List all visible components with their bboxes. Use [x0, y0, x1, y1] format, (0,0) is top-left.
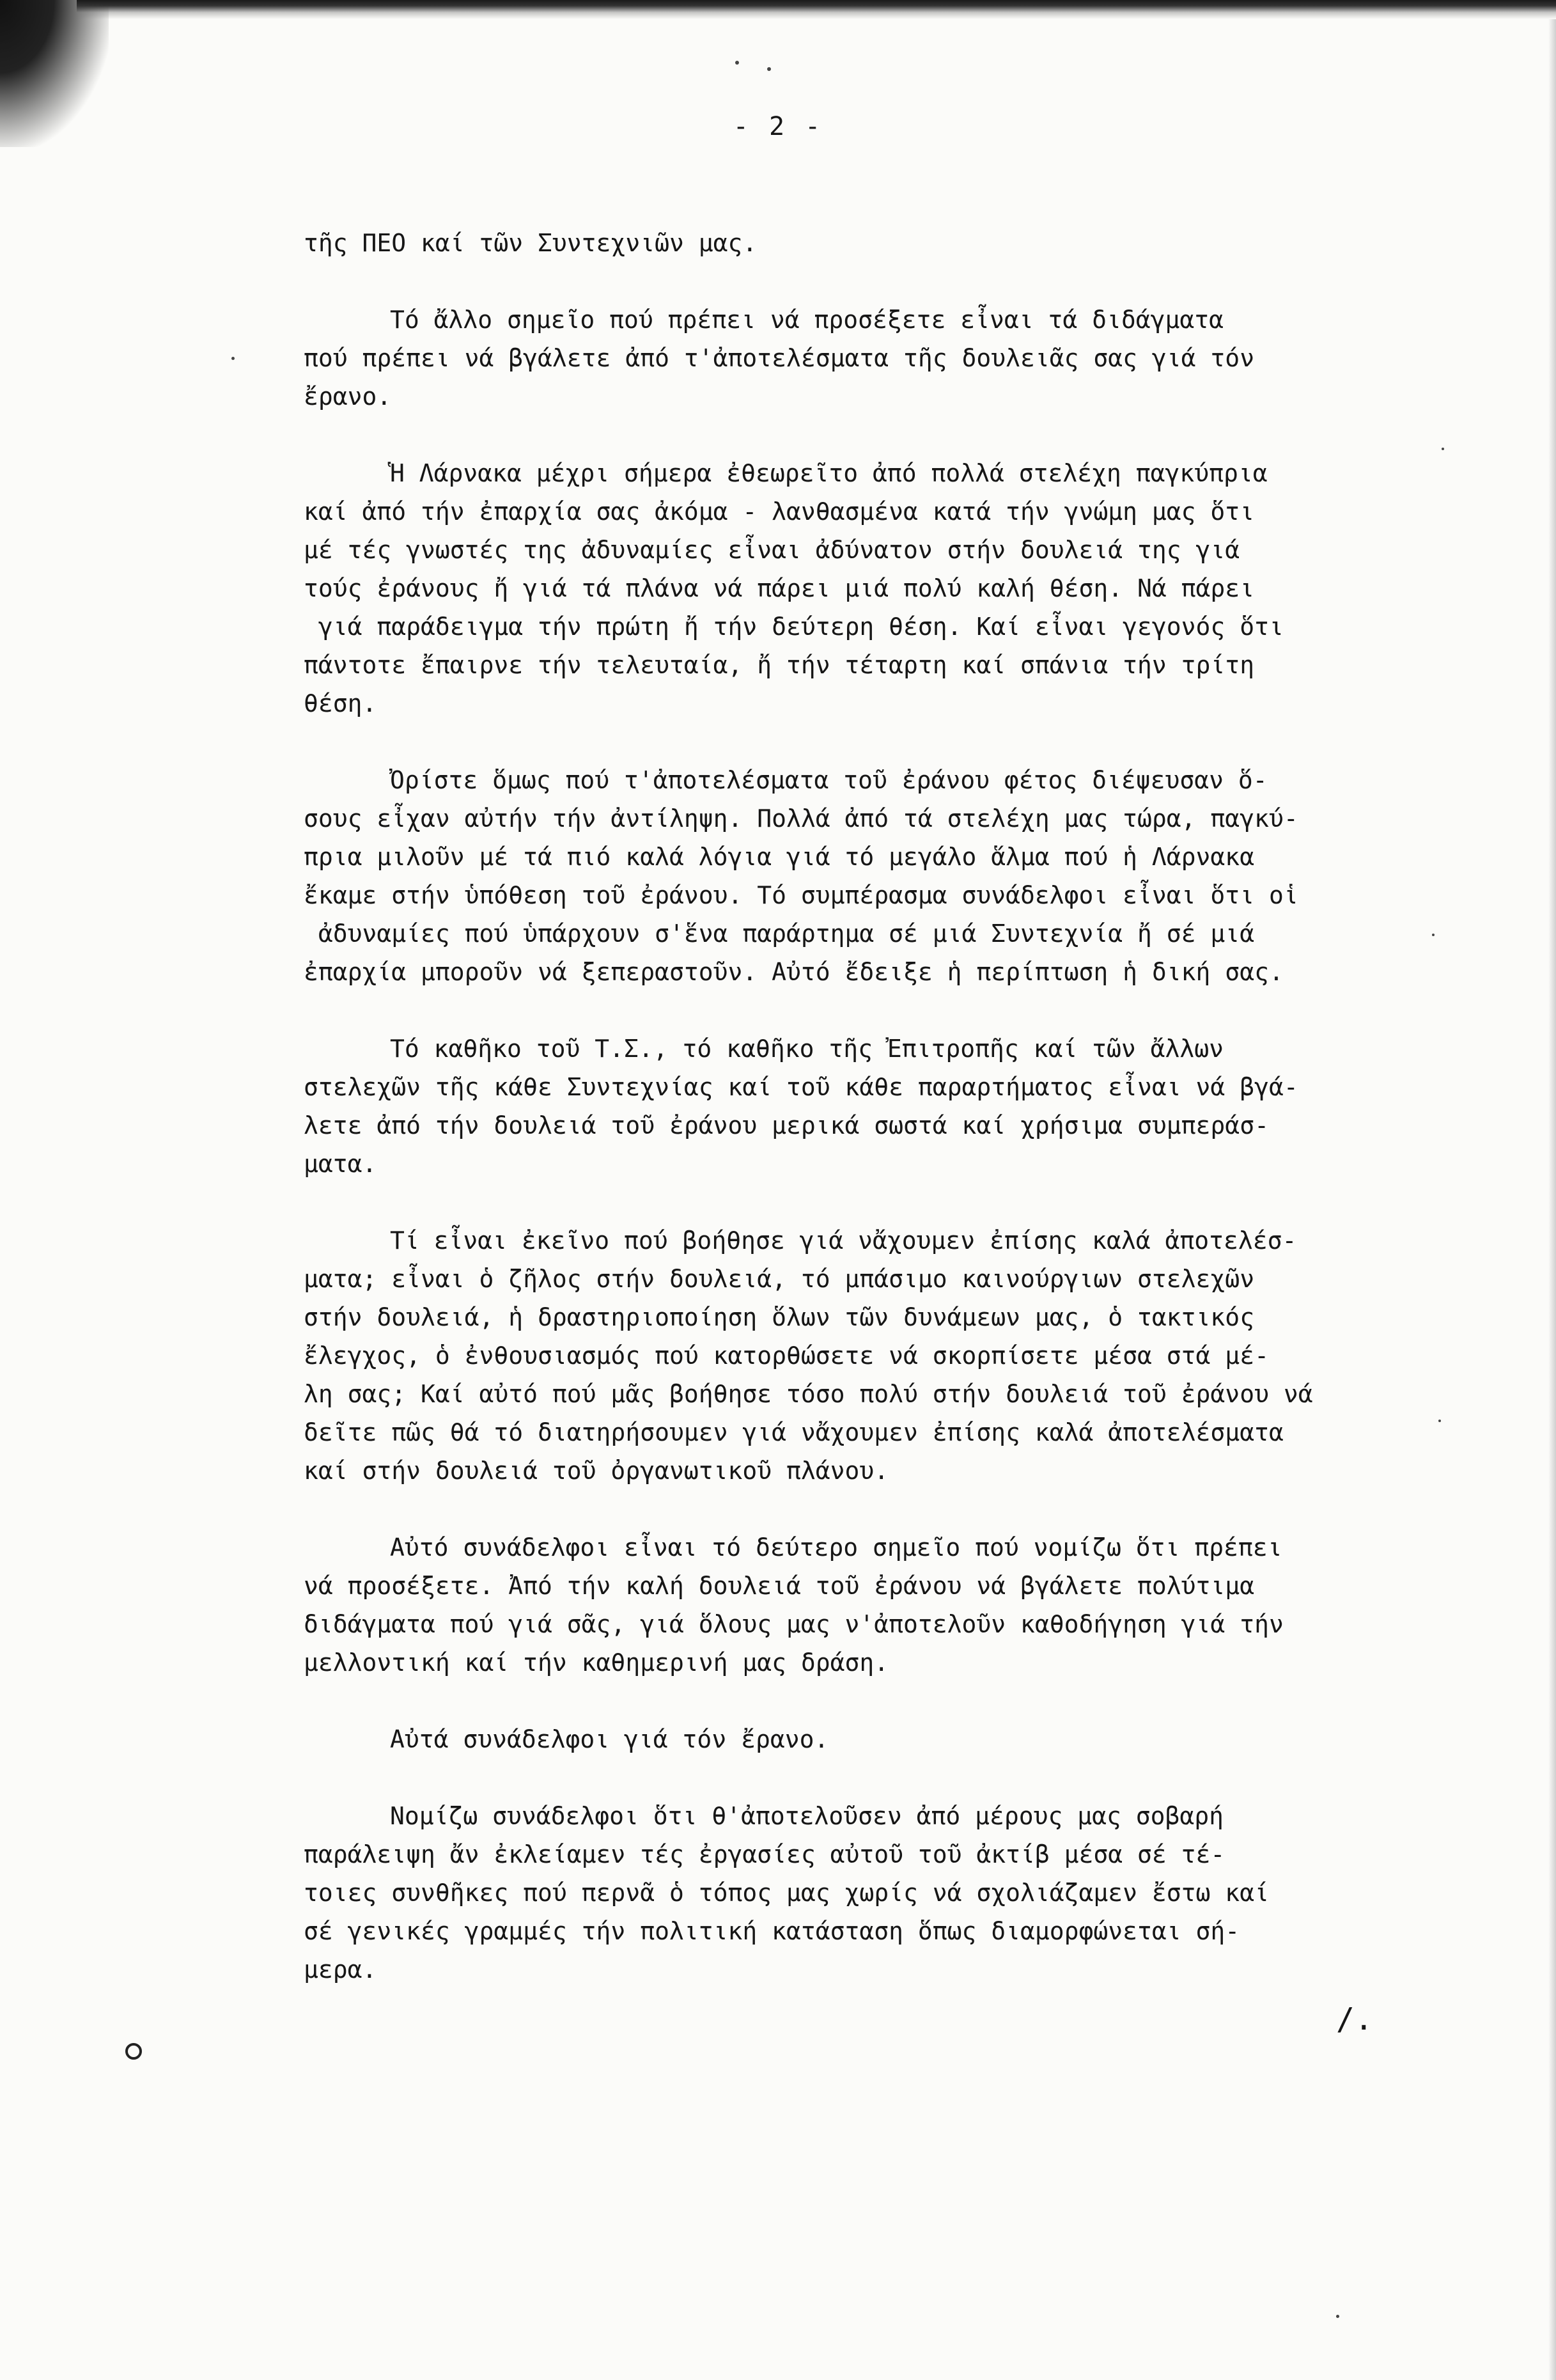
scan-speck [231, 357, 235, 360]
scan-shadow-right [1548, 19, 1556, 2380]
text-line: σους εἶχαν αὐτήν τήν ἀντίληψη. Πολλά ἀπό τά στελέχη μας τώρα, παγκύ- [304, 804, 1298, 833]
text-line: μέ τές γνωστές της ἀδυναμίες εἶναι ἀδύνατον στήν δουλειά της γιά [304, 536, 1240, 564]
text-line: τούς ἐράνους ἤ γιά τά πλάνα νά πάρει μιά πολύ καλή θέση. Νά πάρει [304, 574, 1255, 602]
text-line: Νομίζω συνάδελφοι ὅτι θ'ἀποτελοῦσεν ἀπό μέρους μας σοβαρή [390, 1802, 1224, 1830]
paragraph [304, 301, 1461, 416]
text-line: Ἡ Λάρνακα μέχρι σήμερα ἐθεωρεῖτο ἀπό πολλά στελέχη παγκύπρια [390, 459, 1268, 487]
text-line: μερα. [304, 1955, 377, 1984]
paragraph [304, 1221, 1461, 1490]
text-line: Αὐτό συνάδελφοι εἶναι τό δεύτερο σημεῖο πού νομίζω ὅτι πρέπει [390, 1533, 1282, 1562]
text-line: ματα; εἶναι ὁ ζῆλος στήν δουλειά, τό μπάσιμο καινούργιων στελεχῶν [304, 1265, 1255, 1293]
text-line: τοιες συνθῆκες πού περνᾶ ὁ τόπος μας χωρίς νά σχολιάζαμεν ἔστω καί [304, 1879, 1269, 1907]
text-line: ἔκαμε στήν ὑπόθεση τοῦ ἐράνου. Τό συμπέρασμα συνάδελφοι εἶναι ὅτι οἱ [304, 881, 1298, 909]
text-line: Τί εἶναι ἐκεῖνο πού βοήθησε γιά νἄχουμεν ἐπίσης καλά ἀποτελέσ- [390, 1226, 1297, 1255]
text-line: διδάγματα πού γιά σᾶς, γιά ὅλους μας ν'ἀποτελοῦν καθοδήγηση γιά τήν [304, 1610, 1284, 1638]
text-line: Τό καθῆκο τοῦ Τ.Σ., τό καθῆκο τῆς Ἐπιτροπῆς καί τῶν ἄλλων [390, 1035, 1224, 1063]
text-line: νά προσέξετε. Ἀπό τήν καλή δουλειά τοῦ ἐράνου νά βγάλετε πολύτιμα [304, 1572, 1255, 1600]
text-line: σέ γενικές γραμμές τήν πολιτική κατάσταση ὅπως διαμορφώνεται σή- [304, 1917, 1240, 1945]
text-line: στελεχῶν τῆς κάθε Συντεχνίας καί τοῦ κάθε παραρτήματος εἶναι νά βγά- [304, 1073, 1298, 1101]
paragraph [304, 1528, 1461, 1682]
paragraph [304, 761, 1461, 991]
text-line: ματα. [304, 1150, 377, 1178]
continuation-mark: /. [1336, 2001, 1373, 2037]
paragraph [304, 454, 1461, 723]
scan-shadow-top [77, 0, 1556, 19]
text-line: δεῖτε πῶς θά τό διατηρήσουμεν γιά νἄχουμεν ἐπίσης καλά ἀποτελέσματα [304, 1418, 1284, 1446]
paragraph [304, 224, 1461, 262]
scan-speck [1336, 2315, 1339, 2318]
text-line: λετε ἀπό τήν δουλειά τοῦ ἐράνου μερικά σωστά καί χρήσιμα συμπεράσ- [304, 1111, 1269, 1139]
page-number: - 2 - [733, 112, 823, 141]
text-line: Ὀρίστε ὅμως πού τ'ἀποτελέσματα τοῦ ἐράνου φέτος διέψευσαν ὅ- [390, 766, 1268, 794]
paragraph [304, 1030, 1461, 1183]
text-line: Τό ἄλλο σημεῖο πού πρέπει νά προσέξετε εἶναι τά διδάγματα [390, 306, 1224, 334]
text-line: λη σας; Καί αὐτό πού μᾶς βοήθησε τόσο πολύ στήν δουλειά τοῦ ἐράνου νά [304, 1380, 1313, 1408]
document-body [304, 224, 1461, 2027]
text-line: ἔρανο. [304, 382, 392, 411]
text-line: θέση. [304, 689, 377, 717]
text-line: καί ἀπό τήν ἐπαρχία σας ἀκόμα - λανθασμένα κατά τήν γνώμη μας ὅτι [304, 497, 1255, 526]
text-line: καί στήν δουλειά τοῦ ὀργανωτικοῦ πλάνου. [304, 1457, 889, 1485]
text-line: στήν δουλειά, ἡ δραστηριοποίηση ὅλων τῶν δυνάμεων μας, ὁ τακτικός [304, 1303, 1255, 1331]
text-line: ἀδυναμίες πού ὑπάρχουν σ'ἕνα παράρτημα σέ μιά Συντεχνία ἤ σέ μιά [304, 920, 1255, 948]
text-line: ἐπαρχία μποροῦν νά ξεπεραστοῦν. Αὐτό ἔδειξε ἡ περίπτωση ἡ δική σας. [304, 958, 1284, 986]
text-line: πρια μιλοῦν μέ τά πιό καλά λόγια γιά τό μεγάλο ἅλμα πού ἡ Λάρνακα [304, 843, 1255, 871]
paragraph [304, 1720, 1461, 1758]
scan-speck [735, 61, 739, 65]
text-line: παράλειψη ἄν ἐκλείαμεν τές ἐργασίες αὐτοῦ τοῦ ἀκτίβ μέσα σέ τέ- [304, 1840, 1225, 1868]
hole-punch-mark [125, 2043, 142, 2060]
text-line: μελλοντική καί τήν καθημερινή μας δράση. [304, 1648, 889, 1677]
text-line: γιά παράδειγμα τήν πρώτη ἤ τήν δεύτερη θέση. Καί εἶναι γεγονός ὅτι [304, 613, 1284, 641]
text-line: πού πρέπει νά βγάλετε ἀπό τ'ἀποτελέσματα τῆς δουλειᾶς σας γιά τόν [304, 344, 1255, 372]
text-line: ἔλεγχος, ὁ ἐνθουσιασμός πού κατορθώσετε νά σκορπίσετε μέσα στά μέ- [304, 1342, 1269, 1370]
text-line: πάντοτε ἔπαιρνε τήν τελευταία, ἤ τήν τέταρτη καί σπάνια τήν τρίτη [304, 651, 1255, 679]
paragraph [304, 1797, 1461, 1989]
scan-speck [767, 67, 771, 71]
text-line: τῆς ΠΕΟ καί τῶν Συντεχνιῶν μας. [304, 229, 758, 257]
text-line: Αὐτά συνάδελφοι γιά τόν ἔρανο. [390, 1725, 829, 1753]
